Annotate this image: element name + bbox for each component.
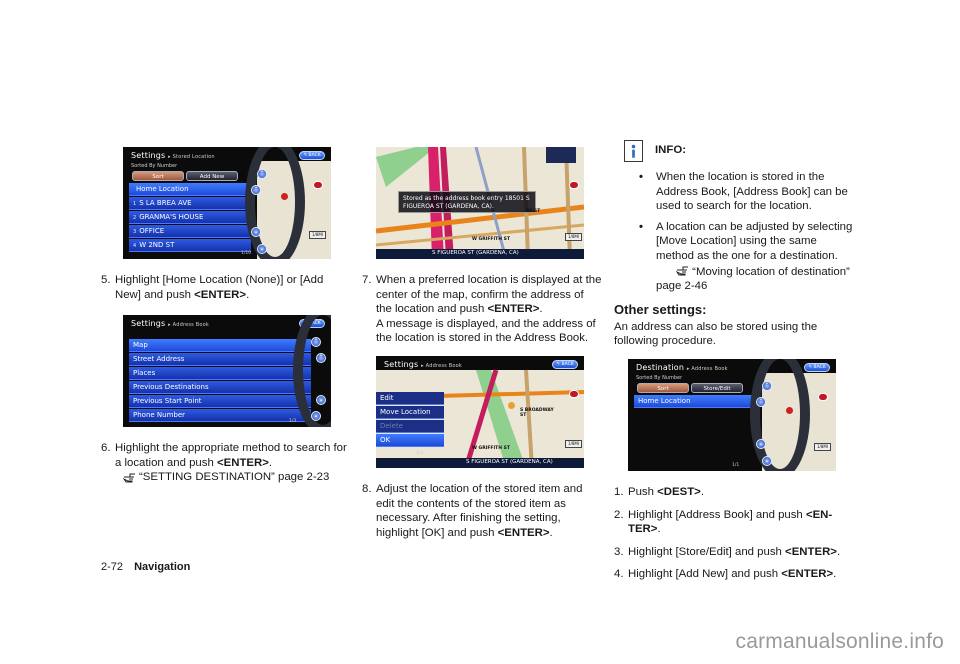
page-indicator: 4/4 <box>416 450 424 456</box>
scroll-arc <box>245 147 305 259</box>
screen-title-text: Settings <box>131 151 166 160</box>
tab-store-edit[interactable]: Store/Edit <box>691 383 743 393</box>
sorted-label: Sorted By Number <box>636 374 683 381</box>
screen-map-stored <box>376 147 584 259</box>
info-bullet: • When the location is stored in the Address Book, [Address Book] can be used to search for the location. <box>639 171 848 213</box>
step-7: 7. When a preferred location is displayed at the center of the map, confirm the address of the location and push <ENTER>. A message is displayed, and the address of the location is stored in the Address Book. <box>362 274 602 345</box>
section-name: Navigation <box>134 561 191 573</box>
edit-menu <box>376 392 444 448</box>
list-item[interactable]: 4 W 2ND ST <box>129 239 251 252</box>
section-paragraph: An address can also be stored using the following procedure. <box>614 320 818 348</box>
screen-title: Settings ▸ Address Book <box>384 359 463 369</box>
step-8: 8. Adjust the location of the stored item and edit the contents of the stored item as necessary. After finishing the setting, highlight [OK] and push <ENTER>. <box>362 482 583 539</box>
map-scale: 1/8MI <box>565 440 582 448</box>
address-list <box>634 395 756 409</box>
tab-sort[interactable]: Sort <box>132 171 184 181</box>
list-item[interactable]: Move Location <box>376 406 444 419</box>
address-bar: S FIGUEROA ST (GARDENA, CA) <box>466 458 553 465</box>
page-footer <box>101 561 190 573</box>
pointing-hand-icon <box>123 471 136 483</box>
list-item[interactable]: 3 OFFICE <box>129 225 251 238</box>
back-button[interactable]: ↰ BACK <box>299 151 325 160</box>
list-item[interactable]: Delete <box>376 420 444 433</box>
stop-icon <box>569 181 579 189</box>
map-scale: 1/8MI <box>565 233 582 241</box>
screen-destination-address-book <box>628 359 836 471</box>
street-label: W GRIFFITH ST <box>472 445 510 451</box>
list-item[interactable]: OK <box>376 434 444 447</box>
screen-crumb: Stored Location <box>172 154 215 160</box>
street-label: AY ST <box>526 209 541 214</box>
scroll-down-icon[interactable]: ⌄ <box>257 244 267 254</box>
back-button[interactable]: ↰ BACK <box>299 319 325 328</box>
list-item[interactable]: Previous Start Point <box>129 395 311 408</box>
location-list <box>129 183 251 253</box>
street-label: S BROADWAY ST <box>520 407 554 418</box>
tab-add-new[interactable]: Add New <box>186 171 238 181</box>
list-item[interactable]: 1 S LA BREA AVE <box>129 197 251 210</box>
stop-icon <box>818 393 828 401</box>
address-bar: S FIGUEROA ST (GARDENA, CA) <box>432 250 519 256</box>
scroll-down-icon[interactable]: ⌄ <box>311 411 321 421</box>
section-heading: Other settings: <box>614 301 707 317</box>
screen-title: Settings ▸ Address Book <box>131 319 210 329</box>
scroll-up-icon[interactable]: ⌃ <box>257 169 267 179</box>
step-1: 1. Push <DEST>. <box>614 485 704 498</box>
scroll-down-icon[interactable]: ⌄ <box>762 456 772 466</box>
page-number: 2-72 <box>101 561 124 573</box>
screen-title: Settings ▸ Stored Location <box>131 151 215 160</box>
map-scale: 1/8MI <box>309 231 326 239</box>
list-item[interactable]: Home Location <box>634 395 756 408</box>
scroll-up-icon[interactable]: ⌃ <box>311 337 321 347</box>
info-bullet: • A location can be adjusted by selecting [Move Location] using the same method as the one for a destination. “Moving location of destination” page 2-46 <box>614 220 857 294</box>
watermark: carmanualsonline.info <box>735 630 944 653</box>
list-item[interactable]: 2 GRANMA'S HOUSE <box>129 211 251 224</box>
back-button[interactable]: ↰ BACK <box>552 360 578 369</box>
list-item[interactable]: Street Address <box>129 353 311 366</box>
list-item[interactable]: Phone Number <box>129 409 311 422</box>
sorted-label: Sorted By Number <box>131 163 178 169</box>
scroll-up-icon[interactable]: ⌃ <box>756 397 766 407</box>
screen-stored-location <box>123 147 331 259</box>
map-scale: 1/8MI <box>814 443 831 451</box>
scroll-up-icon[interactable]: ⌃ <box>316 353 326 363</box>
scroll-arc <box>293 315 331 427</box>
stored-message: Stored as the address book entry 18501 S FIGUEROA ST (GARDENA, CA). <box>398 191 536 213</box>
screen-address-book <box>123 315 331 427</box>
cross-reference: “Moving location of destination” page 2-46 <box>656 265 850 293</box>
location-pin-icon <box>281 193 288 200</box>
scroll-up-icon[interactable]: ⌃ <box>762 381 772 391</box>
scroll-arc <box>750 359 810 471</box>
step-2: 2. Highlight [Address Book] and push <EN- TER>. <box>614 508 833 536</box>
list-item[interactable]: Edit <box>376 392 444 405</box>
column-2 <box>362 140 602 540</box>
stop-icon <box>569 390 579 398</box>
step-3: 3. Highlight [Store/Edit] and push <ENTER>. <box>614 545 841 558</box>
column-1 <box>101 140 351 485</box>
back-button[interactable]: ↰ BACK <box>804 363 830 372</box>
screen-title: Destination ▸ Address Book <box>636 362 728 372</box>
scroll-down-icon[interactable]: ⌄ <box>756 439 766 449</box>
tab-sort[interactable]: Sort <box>637 383 689 393</box>
location-pin-icon <box>508 402 515 409</box>
screen-edit-location <box>376 356 584 468</box>
list-item[interactable]: Places <box>129 367 311 380</box>
scroll-up-icon[interactable]: ⌃ <box>251 185 261 195</box>
method-list <box>129 339 311 423</box>
page-indicator: 1/3 <box>289 419 297 425</box>
scroll-down-icon[interactable]: ⌄ <box>316 395 326 405</box>
info-icon <box>624 140 643 162</box>
page-indicator: 1/1 <box>732 462 740 468</box>
pointing-hand-icon <box>676 264 689 276</box>
list-item[interactable]: Home Location <box>129 183 251 196</box>
info-box <box>614 140 857 166</box>
stop-icon <box>313 181 323 189</box>
scroll-down-icon[interactable]: ⌄ <box>251 227 261 237</box>
page-indicator: 1/10 <box>241 251 252 256</box>
step-5: 5. Highlight [Home Location (None)] or [Add New] and push <ENTER>. <box>101 274 324 301</box>
street-label: W GRIFFITH ST <box>472 237 510 242</box>
location-pin-icon <box>786 407 793 414</box>
step-4: 4. Highlight [Add New] and push <ENTER>. <box>614 568 837 581</box>
info-title: INFO: <box>655 144 687 156</box>
step-6: 6. Highlight the appropriate method to search for a location and push <ENTER>. “SETTING DESTINATION” page 2-23 <box>101 441 351 485</box>
cross-reference: “SETTING DESTINATION” page 2-23 <box>123 470 351 485</box>
list-item[interactable]: Map <box>129 339 311 352</box>
column-3 <box>614 140 857 582</box>
list-item[interactable]: Previous Destinations <box>129 381 311 394</box>
